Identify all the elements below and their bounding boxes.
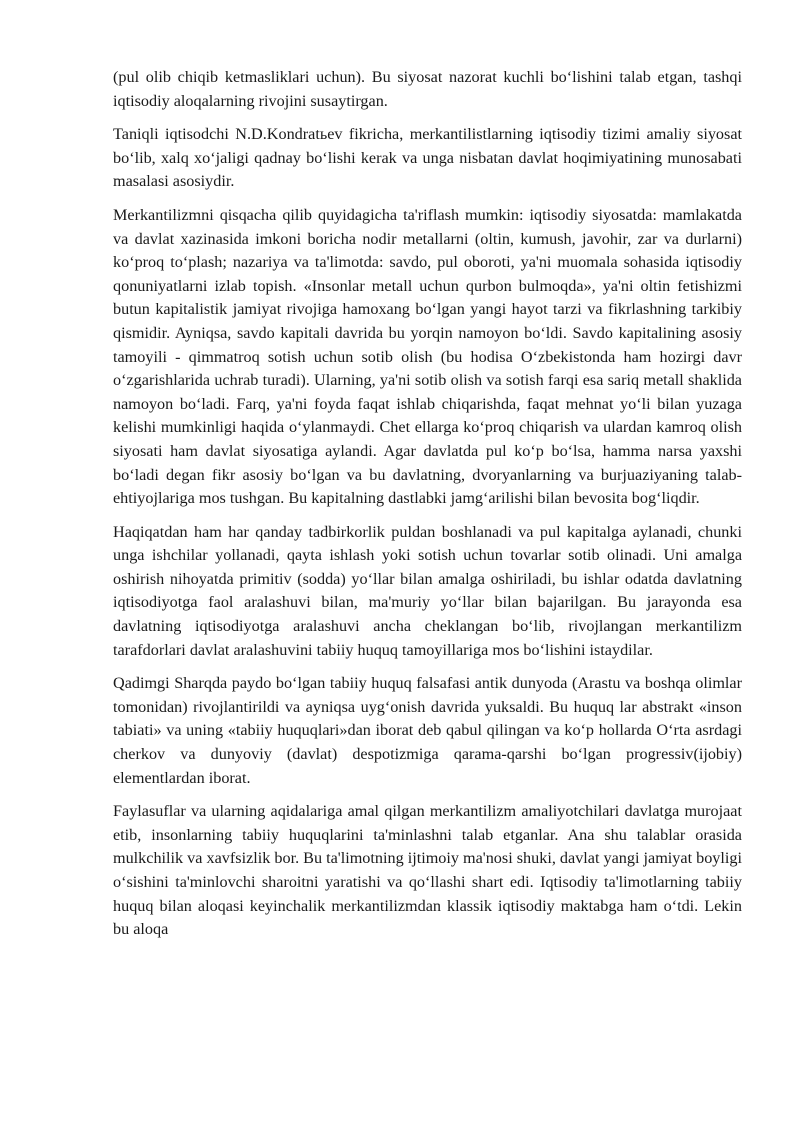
paragraph: Merkantilizmni qisqacha qilib quyidagicha ta'riflash mumkin: iqtisodiy siyosatda: mamlakatda va davlat xazinasida imkoni boricha nodir metallarni (oltin, kumush, javohir, zar va durlarni) ko‘proq to‘plash; nazariya va ta'limotda: savdo, pul oboroti, ya'ni muomala sohasida iqtisodiy qonuniyatlarni izlab topish. «Insonlar metall uchun qurbon bulmoqda», ya'ni oltin fetishizmi butun kapitalistik jamiyat rivojiga hamoxang bo‘lgan yangi hayot tarzi va fikrlashning tarkibiy qismidir. Ayniqsa, savdo kapitali davrida bu yorqin namoyon bo‘ldi. Savdo kapitalining asosiy tamoyili - qimmatroq sotish uchun sotib olish (bu hodisa O‘zbekistonda ham hozirgi davr o‘zgarishlarida uchrab turadi). Ularning, ya'ni sotib olish va sotish farqi esa sariq metall shaklida namoyon bo‘ladi. Farq, ya'ni foyda faqat ishlab chiqarishda, faqat mehnat yo‘li bilan yuzaga kelishi mumkinligi haqida o‘ylanmaydi. Chet ellarga ko‘proq chiqarish va ulardan kamroq olish siyosati ham davlat siyosatiga aylandi. Agar davlatda pul ko‘p bo‘lsa, hamma narsa yaxshi bo‘ladi degan fikr asosiy bo‘lgan va bu davlatning, dvoryanlarning va burjuaziyaning talab-ehtiyojlariga mos tushgan. Bu kapitalning dastlabki jamg‘arilishi bilan bevosita bog‘liqdir. (113, 205, 742, 508)
document-page (113, 66, 742, 952)
paragraph: Haqiqatdan ham har qanday tadbirkorlik puldan boshlanadi va pul kapitalga aylanadi, chunki unga ishchilar yollanadi, qayta ishlash yoki sotish uchun tovarlar sotib olinadi. Uni amalga oshirish nihoyatda primitiv (sodda) yo‘llar bilan amalga oshiriladi, bu ishlar odatda davlatning iqtisodiyotga faol aralashuvi bilan, ma'muriy yo‘llar bilan bajarilgan. Bu jarayonda esa davlatning iqtisodiyotga aralashuvi ancha cheklangan bo‘lib, rivojlangan merkantilizm tarafdorlari davlat aralashuvini tabiiy huquq tamoyillariga mos bo‘lishini istaydilar. (113, 522, 742, 659)
paragraph: Faylasuflar va ularning aqidalariga amal qilgan merkantilizm amaliyotchilari davlatga murojaat etib, insonlarning tabiiy huquqlarini ta'minlashni talab etganlar. Ana shu talablar orasida mulkchilik va xavfsizlik bor. Bu ta'limotning ijtimoiy ma'nosi shuki, davlat yangi jamiyat boyligi o‘sishini ta'minlovchi sharoitni yaratishi va qo‘llashi shart edi. Iqtisodiy ta'limotlarning tabiiy huquq bilan aloqasi keyinchalik merkantilizmdan klassik iqtisodiy maktabga ham o‘tdi. Lekin bu aloqa (113, 802, 742, 939)
paragraph: Taniqli iqtisodchi N.D.Kondratьev fikricha, merkantilistlarning iqtisodiy tizimi amaliy siyosat bo‘lib, xalq xo‘jaligi qadnay bo‘lishi kerak va unga nisbatan davlat hoqimiyatining munosabati masalasi asosiydir. (113, 125, 742, 191)
paragraph: (pul olib chiqib ketmasliklari uchun). Bu siyosat nazorat kuchli bo‘lishini talab etgan, tashqi iqtisodiy aloqalarning rivojini susaytirgan. (113, 68, 742, 110)
paragraph: Qadimgi Sharqda paydo bo‘lgan tabiiy huquq falsafasi antik dunyoda (Arastu va boshqa olimlar tomonidan) rivojlantirildi va ayniqsa uyg‘onish davrida yuksaldi. Bu huquq lar abstrakt «inson tabiati» va uning «tabiiy huquqlari»dan iborat deb qabul qilingan va ko‘p hollarda O‘rta asrdagi cherkov va dunyoviy (davlat) despotizmiga qarama-qarshi bo‘lgan progressiv(ijobiy) elementlardan iborat. (113, 674, 742, 787)
